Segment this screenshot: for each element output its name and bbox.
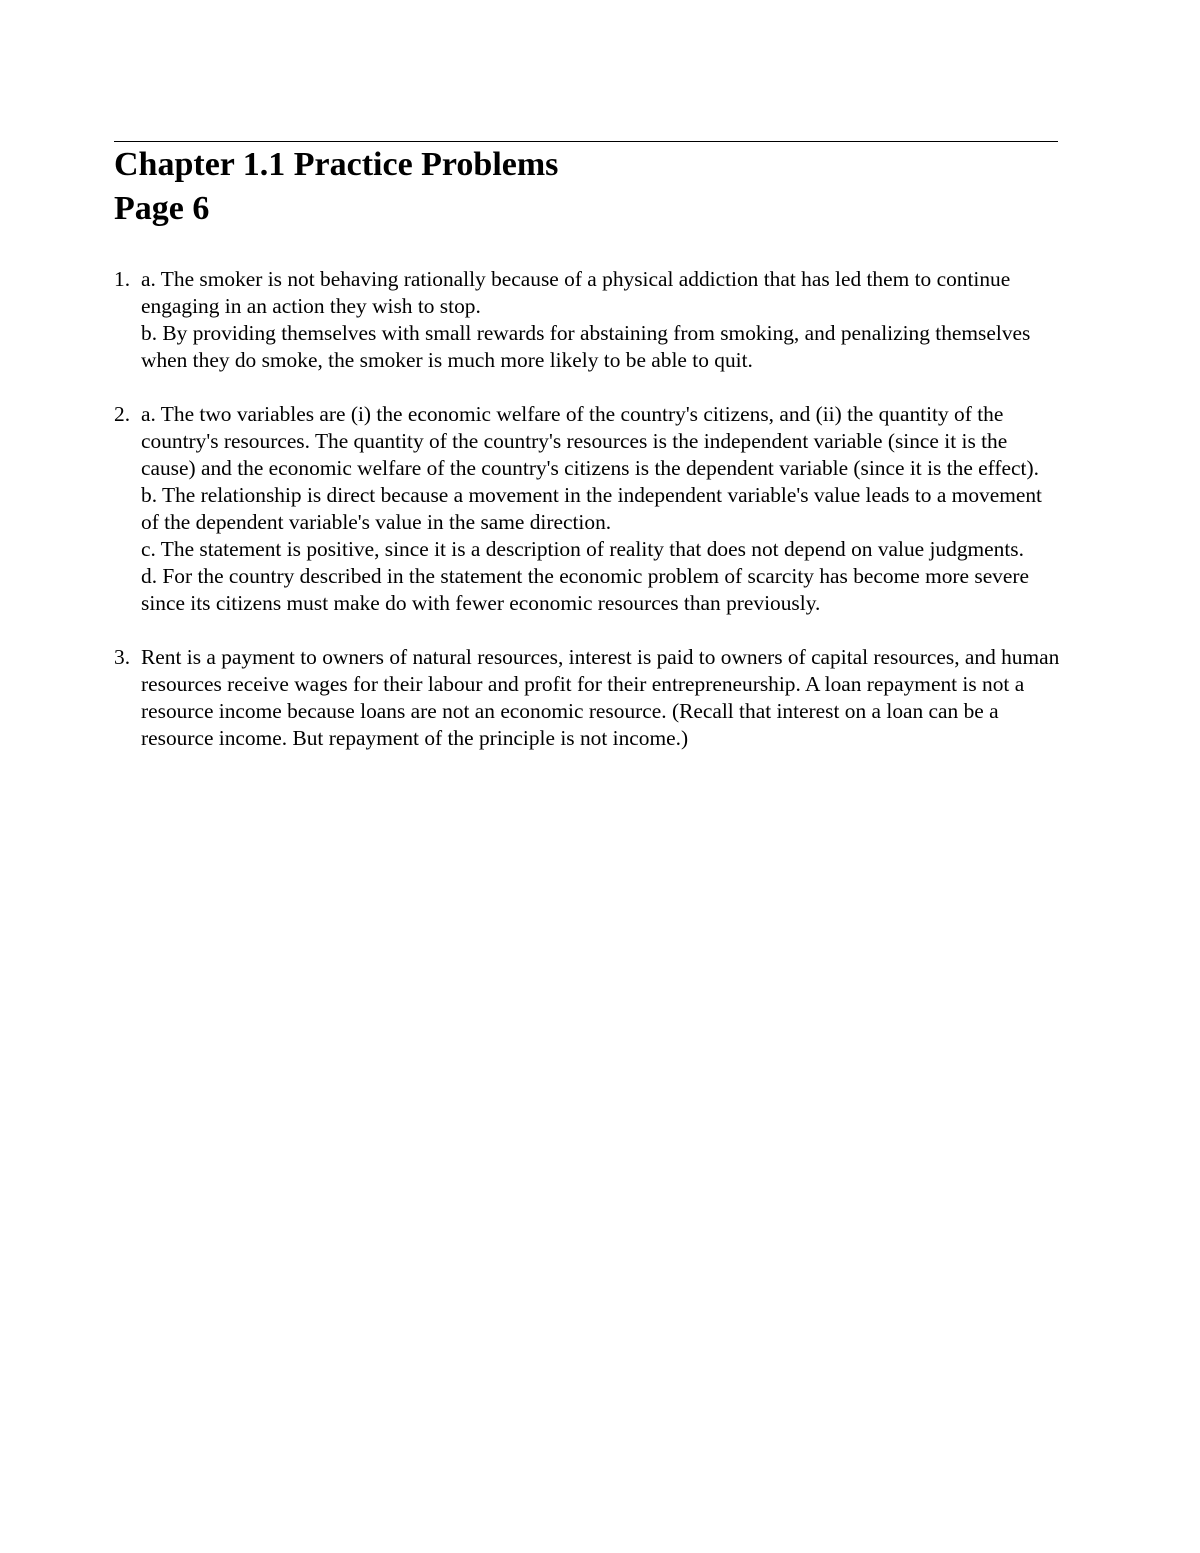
problem-number: 2. [114, 402, 131, 426]
problem-item-2 [114, 401, 1060, 617]
problem-answer [141, 266, 1060, 374]
problem-number: 3. [114, 645, 131, 669]
answer-part-a: a. The smoker is not behaving rationally because of a physical addiction that has led them to continue engaging in an action they wish to stop. [141, 267, 1011, 318]
problem-item-3 [114, 644, 1060, 752]
answer-part-c: c. The statement is positive, since it is a description of reality that does not depend on value judgments. [141, 537, 1024, 561]
problem-answer [141, 644, 1060, 752]
answer-part-b: b. By providing themselves with small rewards for abstaining from smoking, and penalizing themselves when they do smoke, the smoker is much more likely to be able to quit. [141, 321, 1031, 372]
problem-item-1 [114, 266, 1060, 374]
chapter-title: Chapter 1.1 Practice Problems [114, 146, 559, 183]
top-horizontal-rule [114, 141, 1058, 142]
answer-part-b: b. The relationship is direct because a movement in the independent variable's value leads to a movement of the dependent variable's value in the same direction. [141, 483, 1042, 534]
page-number-title: Page 6 [114, 190, 210, 227]
problem-answer [141, 401, 1060, 617]
answer-part-a: a. The two variables are (i) the economic welfare of the country's citizens, and (ii) the quantity of the country's resources. The quantity of the country's resources is the independent variable (since it is the cause) and the economic welfare of the country's citizens is the dependent variable (since it is the effect). [141, 402, 1039, 480]
answer-text: Rent is a payment to owners of natural resources, interest is paid to owners of capital resources, and human resources receive wages for their labour and profit for their entrepreneurship. A loan repayment is not a resource income because loans are not an economic resource. (Recall that interest on a loan can be a resource income. But repayment of the principle is not income.) [141, 645, 1060, 750]
answer-part-d: d. For the country described in the statement the economic problem of scarcity has become more severe since its citizens must make do with fewer economic resources than previously. [141, 564, 1029, 615]
page-heading [114, 143, 558, 231]
problem-list [114, 266, 1060, 779]
problem-number: 1. [114, 267, 131, 291]
